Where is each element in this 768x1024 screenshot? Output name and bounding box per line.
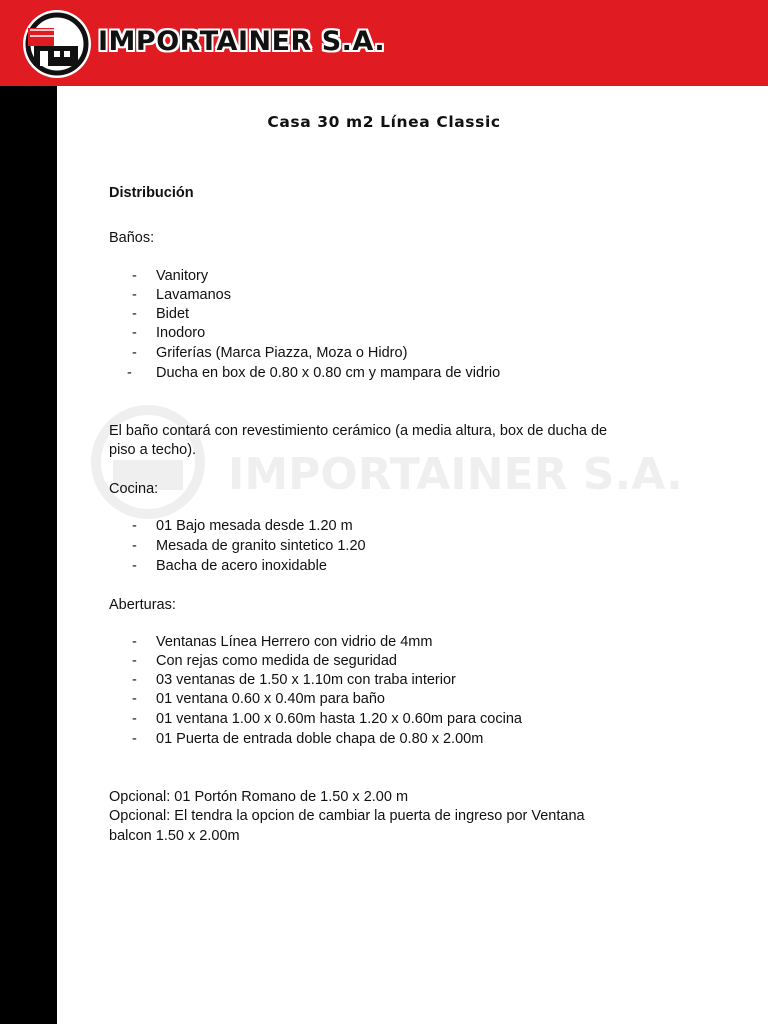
list-bullet: - xyxy=(132,634,137,650)
list-bullet: - xyxy=(132,672,137,688)
opcional-line-1: Opcional: 01 Portón Romano de 1.50 x 2.00 m xyxy=(109,789,409,805)
list-item: 01 Bajo mesada desde 1.20 m xyxy=(156,518,353,534)
list-item: Ventanas Línea Herrero con vidrio de 4mm xyxy=(156,634,433,650)
banos-label: Baños: xyxy=(109,230,155,246)
cocina-label: Cocina: xyxy=(109,481,159,497)
opcional-line-3: balcon 1.50 x 2.00m xyxy=(109,828,240,844)
header-bar xyxy=(0,0,768,86)
list-bullet: - xyxy=(132,711,137,727)
section-heading: Distribución xyxy=(109,185,194,201)
list-item: Con rejas como medida de seguridad xyxy=(156,653,397,669)
list-bullet: - xyxy=(127,365,132,381)
document-title: Casa 30 m2 Línea Classic xyxy=(267,113,501,131)
list-bullet: - xyxy=(132,287,137,303)
aberturas-label: Aberturas: xyxy=(109,597,176,613)
list-bullet: - xyxy=(132,691,137,707)
list-item: 01 Puerta de entrada doble chapa de 0.80 x 2.00m xyxy=(156,731,484,747)
banos-note-line-2: piso a techo). xyxy=(109,442,197,458)
list-item: 01 ventana 0.60 x 0.40m para baño xyxy=(156,691,385,707)
watermark-text: IMPORTAINER S.A. xyxy=(228,449,683,500)
list-item: 01 ventana 1.00 x 0.60m hasta 1.20 x 0.60m para cocina xyxy=(156,711,522,727)
banos-note-line-1: El baño contará con revestimiento cerámico (a media altura, box de ducha de xyxy=(109,423,608,439)
list-item: Vanitory xyxy=(156,268,209,284)
list-bullet: - xyxy=(132,538,137,554)
list-bullet: - xyxy=(132,306,137,322)
list-item: Bacha de acero inoxidable xyxy=(156,558,327,574)
list-item: Ducha en box de 0.80 x 0.80 cm y mampara de vidrio xyxy=(156,365,501,381)
list-bullet: - xyxy=(132,345,137,361)
opcional-line-2: Opcional: El tendra la opcion de cambiar la puerta de ingreso por Ventana xyxy=(109,808,585,824)
container-house-logo-icon xyxy=(20,8,94,80)
brand-name: IMPORTAINER S.A. xyxy=(98,26,386,57)
list-item: Griferías (Marca Piazza, Moza o Hidro) xyxy=(156,345,408,361)
list-item: Inodoro xyxy=(156,325,206,341)
list-bullet: - xyxy=(132,731,137,747)
list-bullet: - xyxy=(132,325,137,341)
black-side-band xyxy=(0,86,57,1024)
list-bullet: - xyxy=(132,653,137,669)
list-item: Lavamanos xyxy=(156,287,231,303)
list-bullet: - xyxy=(132,558,137,574)
list-item: Bidet xyxy=(156,306,190,322)
list-bullet: - xyxy=(132,518,137,534)
list-item: Mesada de granito sintetico 1.20 xyxy=(156,538,366,554)
list-item: 03 ventanas de 1.50 x 1.10m con traba interior xyxy=(156,672,456,688)
list-bullet: - xyxy=(132,268,137,284)
